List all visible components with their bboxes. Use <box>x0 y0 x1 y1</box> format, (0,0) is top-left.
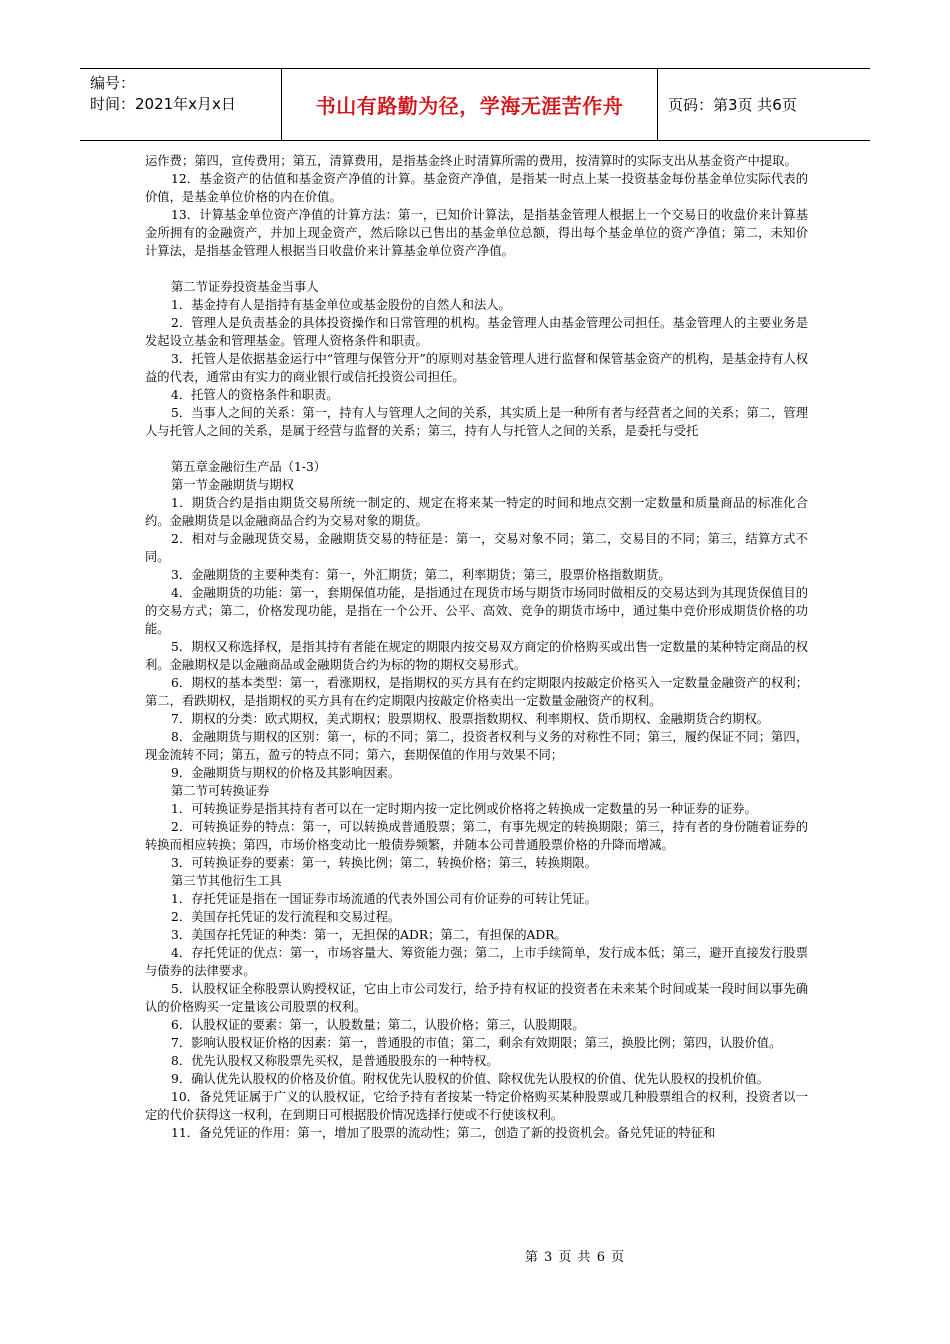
paragraph: 2．相对与金融现货交易，金融期货交易的特征是：第一，交易对象不同；第二，交易目的不同；第三，结算方式不同。 <box>145 532 808 564</box>
paragraph: 1．可转换证券是指其持有者可以在一定时期内按一定比例或价格将之转换成一定数量的另一种证券的证券。 <box>171 802 757 816</box>
number-label: 编号： <box>90 74 136 92</box>
section-heading: 第二节证券投资基金当事人 <box>171 280 319 294</box>
paragraph: 9．确认优先认股权的价格及价值。附权优先认股权的价值、除权优先认股权的价值、优先认股权的投机价值。 <box>171 1072 770 1086</box>
paragraph: 13．计算基金单位资产净值的计算方法：第一，已知价计算法，是指基金管理人根据上一个交易日的收盘价来计算基金所拥有的金融资产，并加上现金资产，然后除以已售出的基金单位总额，得出每个基金单位的资产净值；第二，未知价计算法，是指基金管理人根据当日收盘价来计算基金单位资产净值。 <box>145 208 808 258</box>
paragraph: 5．当事人之间的关系：第一，持有人与管理人之间的关系，其实质上是一种所有者与经营者之间的关系；第二，管理人与托管人之间的关系，是属于经营与监督的关系；第三，持有人与托管人之间的关系，是委托与受托 <box>145 406 808 438</box>
paragraph: 2．美国存托凭证的发行流程和交易过程。 <box>171 910 401 924</box>
paragraph: 1．存托凭证是指在一国证券市场流通的代表外国公司有价证券的可转让凭证。 <box>171 892 597 906</box>
paragraph: 2．管理人是负责基金的具体投资操作和日常管理的机构。基金管理人由基金管理公司担任。基金管理人的主要业务是发起设立基金和管理基金。管理人资格条件和职责。 <box>145 316 808 348</box>
paragraph: 8．金融期货与期权的区别：第一，标的不同；第二，投资者权利与义务的对称性不同；第三，履约保证不同；第四，现金流转不同；第五，盈亏的特点不同；第六，套期保值的作用与效果不同； <box>145 730 808 762</box>
paragraph: 3．美国存托凭证的种类：第一，无担保的ADR；第二，有担保的ADR。 <box>171 928 567 942</box>
header-page-label: 页码：第3页 共6页 <box>668 96 797 114</box>
paragraph: 4．存托凭证的优点：第一，市场容量大、筹资能力强；第二，上市手续简单，发行成本低；第三，避开直接发行股票与债券的法律要求。 <box>145 946 808 978</box>
footer-page-number: 第 3 页 共 6 页 <box>524 1250 626 1265</box>
paragraph: 4．托管人的资格条件和职责。 <box>171 388 339 402</box>
paragraph: 9．金融期货与期权的价格及其影响因素。 <box>171 766 401 780</box>
section-heading: 第五章金融衍生产品（1-3） <box>171 460 327 474</box>
paragraph: 7．期权的分类：欧式期权，美式期权；股票期权、股票指数期权、利率期权、货币期权、金融期货合约期权。 <box>171 712 770 726</box>
paragraph: 6．认股权证的要素：第一，认股数量；第二，认股价格；第三，认股期限。 <box>171 1018 585 1032</box>
paragraph: 第二节可转换证券 <box>171 784 270 798</box>
paragraph: 6．期权的基本类型：第一，看涨期权，是指期权的买方具有在约定期限内按敲定价格买入一定数量金融资产的权利；第二，看跌期权，是指期权的买方具有在约定期限内按敲定价格卖出一定数量金融资产的权利。 <box>145 676 808 708</box>
paragraph: 3．金融期货的主要种类有：第一，外汇期货；第二，利率期货；第三，股票价格指数期货。 <box>171 568 671 582</box>
document-body <box>145 152 808 1142</box>
paragraph: 第一节金融期货与期权 <box>171 478 294 492</box>
paragraph: 1．基金持有人是指持有基金单位或基金股份的自然人和法人。 <box>171 298 511 312</box>
paragraph: 2．可转换证券的特点：第一，可以转换成普通股票；第二，有事先规定的转换期限；第三，持有者的身份随着证券的转换而相应转换；第四，市场价格变动比一般债券频繁，并随本公司普通股票价格的升降而增减。 <box>145 820 808 852</box>
paragraph: 运作费；第四，宣传费用；第五，清算费用，是指基金终止时清算所需的费用，按清算时的实际支出从基金资产中提取。 <box>145 154 797 168</box>
paragraph: 第三节其他衍生工具 <box>171 874 282 888</box>
paragraph: 1．期货合约是指由期货交易所统一制定的、规定在将来某一特定的时间和地点交割一定数量和质量商品的标准化合约。金融期货是以金融商品合约为交易对象的期货。 <box>145 496 808 528</box>
paragraph: 4．金融期货的功能：第一，套期保值功能，是指通过在现货市场与期货市场同时做相反的交易达到为其现货保值目的的交易方式；第二，价格发现功能，是指在一个公开、公平、高效、竞争的期货市场中，通过集中竞价形成期货价格的功能。 <box>145 586 808 636</box>
header-meta <box>80 69 282 140</box>
paragraph: 5．认股权证全称股票认购授权证，它由上市公司发行，给予持有权证的投资者在未来某个时间或某一段时间以事先确认的价格购买一定量该公司股票的权利。 <box>145 982 808 1014</box>
paragraph: 12．基金资产的估值和基金资产净值的计算。基金资产净值，是指某一时点上某一投资基金每份基金单位实际代表的价值，是基金单位价格的内在价值。 <box>145 172 808 204</box>
paragraph: 11．备兑凭证的作用：第一，增加了股票的流动性；第二，创造了新的投资机会。备兑凭证的特征和 <box>171 1126 716 1140</box>
paragraph: 10．备兑凭证属于广义的认股权证，它给予持有者按某一特定价格购买某种股票或几种股票组合的权利，投资者以一定的代价获得这一权利，在到期日可根据股价情况选择行使或不行使该权利。 <box>145 1090 808 1122</box>
paragraph: 8．优先认股权又称股票先买权，是普通股股东的一种特权。 <box>171 1054 499 1068</box>
page-footer <box>0 1246 950 1265</box>
paragraph: 5．期权又称选择权，是指其持有者能在规定的期限内按交易双方商定的价格购买或出售一定数量的某种特定商品的权利。金融期权是以金融商品或金融期货合约为标的物的期权交易形式。 <box>145 640 808 672</box>
header-motto: 书山有路勤为径，学海无涯苦作舟 <box>282 69 658 140</box>
time-label: 时间：2021年x月x日 <box>90 95 236 113</box>
page-header <box>80 68 870 141</box>
paragraph: 3．可转换证券的要素：第一，转换比例；第二，转换价格；第三，转换期限。 <box>171 856 597 870</box>
paragraph: 3．托管人是依据基金运行中“管理与保管分开”的原则对基金管理人进行监督和保管基金资产的机构，是基金持有人权益的代表，通常由有实力的商业银行或信托投资公司担任。 <box>145 352 808 384</box>
paragraph: 7．影响认股权证价格的因素：第一，普通股的市值；第二，剩余有效期限；第三，换股比例；第四，认股价值。 <box>171 1036 782 1050</box>
